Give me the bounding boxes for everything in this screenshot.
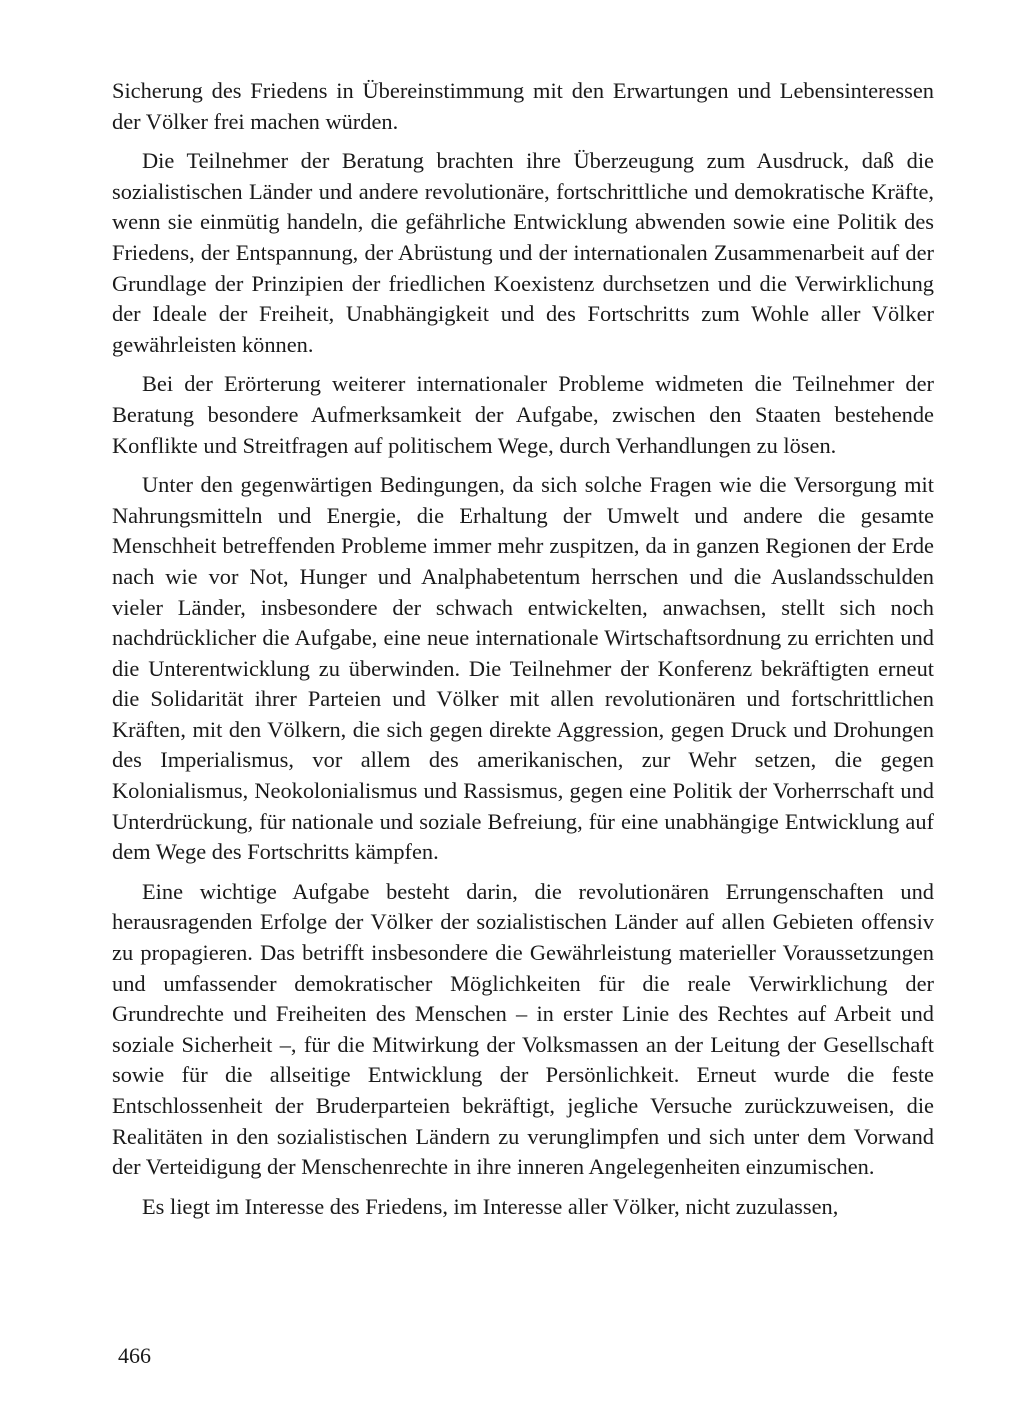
- paragraph-6: Es liegt im Interesse des Friedens, im Interesse aller Völker, nicht zuzulassen,: [142, 1193, 839, 1219]
- paragraph-2: Die Teilnehmer der Beratung brachten ihre Überzeugung zum Ausdruck, daß die sozialistischen Länder und andere revolutionäre, fortschrittliche und demokratische Kräfte, wenn sie einmütig handeln, die gefährliche Entwicklung abwenden sowie eine Politik des Friedens, der Entspannung, der Abrüstung und der internationalen Zusammenarbeit auf der Grundlage der Prinzipien der friedlichen Koexistenz durchsetzen und die Verwirklichung der Ideale der Freiheit, Unabhängigkeit und des Fortschritts zum Wohle aller Völker gewährleisten können.: [112, 148, 934, 357]
- paragraph-5: Eine wichtige Aufgabe besteht darin, die revolutionären Errungenschaften und herausragenden Erfolge der Völker der sozialistischen Länder auf allen Gebieten offensiv zu propagieren. Das betrifft insbesondere die Gewährleistung materieller Voraussetzungen und umfassender demokratischer Möglichkeiten für die reale Verwirklichung der Grundrechte und Freiheiten des Menschen – in erster Linie des Rechtes auf Arbeit und soziale Sicherheit –, für die Mitwirkung der Volksmassen an der Leitung der Gesellschaft sowie für die allseitige Entwicklung der Persönlichkeit. Erneut wurde die feste Entschlossenheit der Bruderparteien bekräftigt, jegliche Versuche zurückzuweisen, die Realitäten in den sozialistischen Ländern zu verunglimpfen und sich unter dem Vorwand der Verteidigung der Menschenrechte in ihre inneren Angelegenheiten einzumischen.: [112, 878, 934, 1180]
- paragraph-1: Sicherung des Friedens in Übereinstimmung mit den Erwartungen und Lebensinteressen der Völker frei machen würden.: [112, 78, 934, 134]
- body-text: [112, 76, 934, 1231]
- paragraph-4: Unter den gegenwärtigen Bedingungen, da sich solche Fragen wie die Versorgung mit Nahrungsmitteln und Energie, die Erhaltung der Umwelt und andere die gesamte Menschheit betreffenden Probleme immer mehr zuspitzen, da in ganzen Regionen der Erde nach wie vor Not, Hunger und Analphabetentum herrschen und die Auslandsschulden vieler Länder, insbesondere der schwach entwickelten, anwachsen, stellt sich noch nachdrücklicher die Aufgabe, eine neue internationale Wirtschaftsordnung zu errichten und die Unterentwicklung zu überwinden. Die Teilnehmer der Konferenz bekräftigten erneut die Solidarität ihrer Parteien und Völker mit allen revolutionären und fortschrittlichen Kräften, mit den Völkern, die sich gegen direkte Aggression, gegen Druck und Drohungen des Imperialismus, vor allem des amerikanischen, zur Wehr setzen, die gegen Kolonialismus, Neokolonialismus und Rassismus, gegen eine Politik der Vorherrschaft und Unterdrückung, für nationale und soziale Befreiung, für eine unabhängige Entwicklung auf dem Wege des Fortschritts kämpfen.: [112, 472, 934, 865]
- page-number: 466: [118, 1343, 151, 1368]
- paragraph-3: Bei der Erörterung weiterer internationaler Probleme widmeten die Teilnehmer der Beratung besondere Aufmerksamkeit der Aufgabe, zwischen den Staaten bestehende Konflikte und Streitfragen auf politischem Wege, durch Verhandlungen zu lösen.: [112, 371, 934, 458]
